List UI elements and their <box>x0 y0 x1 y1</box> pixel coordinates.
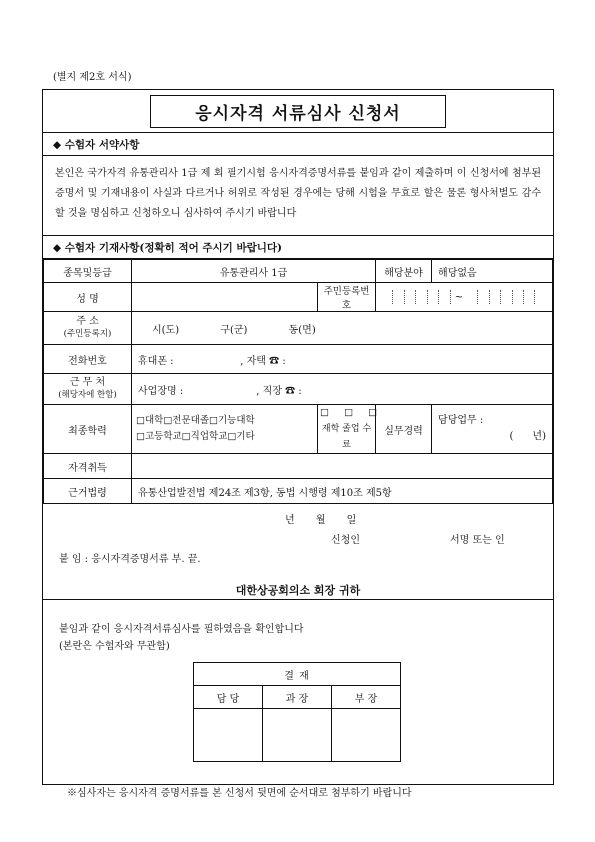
address-sublabel: (주민등록지) <box>63 329 112 339</box>
approval-sign-staff[interactable] <box>194 709 263 762</box>
confirmation-section <box>43 600 553 812</box>
address-si: 시(도) <box>152 324 180 336</box>
application-form <box>42 89 554 799</box>
approval-header: 결 재 <box>194 663 401 686</box>
law-value: 유통산업발전법 제24조 제3항, 동법 시행령 제10조 제5항 <box>132 479 553 504</box>
form-number-label: (별지 제2호 서식) <box>53 72 132 83</box>
title-row <box>43 90 553 133</box>
work-label-cell <box>44 374 132 405</box>
field-value: 해당없음 <box>432 260 553 283</box>
address-label-cell <box>44 312 132 345</box>
footer-note: ※심사자는 응시자격 증명서류를 본 신청서 뒷면에 순서대로 첨부하기 바랍니다 <box>67 788 412 799</box>
certificate-label: 자격취득 <box>44 454 132 479</box>
career-label: 실무경력 <box>376 405 432 454</box>
name-field[interactable] <box>132 283 318 312</box>
address-dong: 동(면) <box>288 324 316 336</box>
confirmation-line-2: (본란은 수험자와 무관함) <box>59 641 170 652</box>
work-sublabel: (해당자에 한함) <box>58 390 117 400</box>
date-signature-area <box>43 504 553 600</box>
approval-table <box>193 662 401 762</box>
phone-field[interactable]: 휴대폰 : , 자택 ☎ : <box>132 345 553 374</box>
education-line-2: □고등학교□직업학교□기타 <box>136 431 255 442</box>
confirmation-line-1: 붙임과 같이 응시자격서류심사를 필하였음을 확인합니다 <box>59 624 304 635</box>
field-label: 해당분야 <box>376 260 432 283</box>
education-line-1: □대학□전문대졸□기능대학 <box>136 415 255 426</box>
signature-label: 서명 또는 인 <box>450 535 505 546</box>
duty-years: ( 년) <box>509 431 546 442</box>
address-field[interactable] <box>132 312 553 345</box>
approval-sign-director[interactable] <box>332 709 401 762</box>
name-label: 성 명 <box>44 283 132 312</box>
pledge-text: 본인은 국가자격 유통관리사 1급 제 회 필기시험 응시자격증명서류를 붙임과 같이 제출하며 이 신청서에 첨부된 증명서 및 기재내용이 사실과 다르거나 허위로 작성된 경우에는 당해 시험을 무효로 할은 물론 형사처벌도 감수할 것을 명심하고 신청하오니 심사하여 주시기 바랍니다 <box>43 156 553 236</box>
grade-label: 종목및등급 <box>44 260 132 283</box>
id-field[interactable] <box>376 283 553 312</box>
form-title: 응시자격 서류심사 신청서 <box>195 103 401 124</box>
certificate-field[interactable] <box>132 454 553 479</box>
chairman-addressee: 대한상공회의소 회장 귀하 <box>235 584 361 597</box>
applicant-label: 신청인 <box>331 535 360 546</box>
date-line: 년 월 일 <box>285 515 357 526</box>
title-box <box>150 95 445 128</box>
address-label: 주 소 <box>76 316 99 327</box>
work-field[interactable]: 사업장명 : , 직장 ☎ : <box>132 374 553 405</box>
phone-label: 전화번호 <box>44 345 132 374</box>
id-dash: ~ <box>454 291 463 303</box>
pledge-heading: ◆ 수험자 서약사항 <box>43 133 553 156</box>
grade-value: 유통관리사 1급 <box>132 260 376 283</box>
work-label: 근 무 처 <box>69 377 106 388</box>
education-label: 최종학력 <box>44 405 132 454</box>
status-text: 재학 졸업 수료 <box>321 424 372 450</box>
attachment-line: 붙 임 : 응시자격증명서류 부. 끝. <box>59 554 201 565</box>
approval-col-manager: 과 장 <box>263 686 332 709</box>
career-field[interactable] <box>432 405 553 454</box>
info-heading: ◆ 수험자 기재사항(정확히 적어 주시기 바랍니다) <box>43 236 553 259</box>
duty-label: 담당업무 : <box>438 415 484 426</box>
id-label: 주민등록번호 <box>318 283 376 312</box>
address-gu: 구(군) <box>220 324 248 336</box>
education-options[interactable] <box>132 405 318 454</box>
education-status[interactable] <box>318 405 376 454</box>
approval-col-director: 부 장 <box>332 686 401 709</box>
approval-col-staff: 담 당 <box>194 686 263 709</box>
law-label: 근거법령 <box>44 479 132 504</box>
approval-sign-manager[interactable] <box>263 709 332 762</box>
status-checkboxes: □ □ □ <box>320 407 378 418</box>
info-table <box>43 259 553 504</box>
